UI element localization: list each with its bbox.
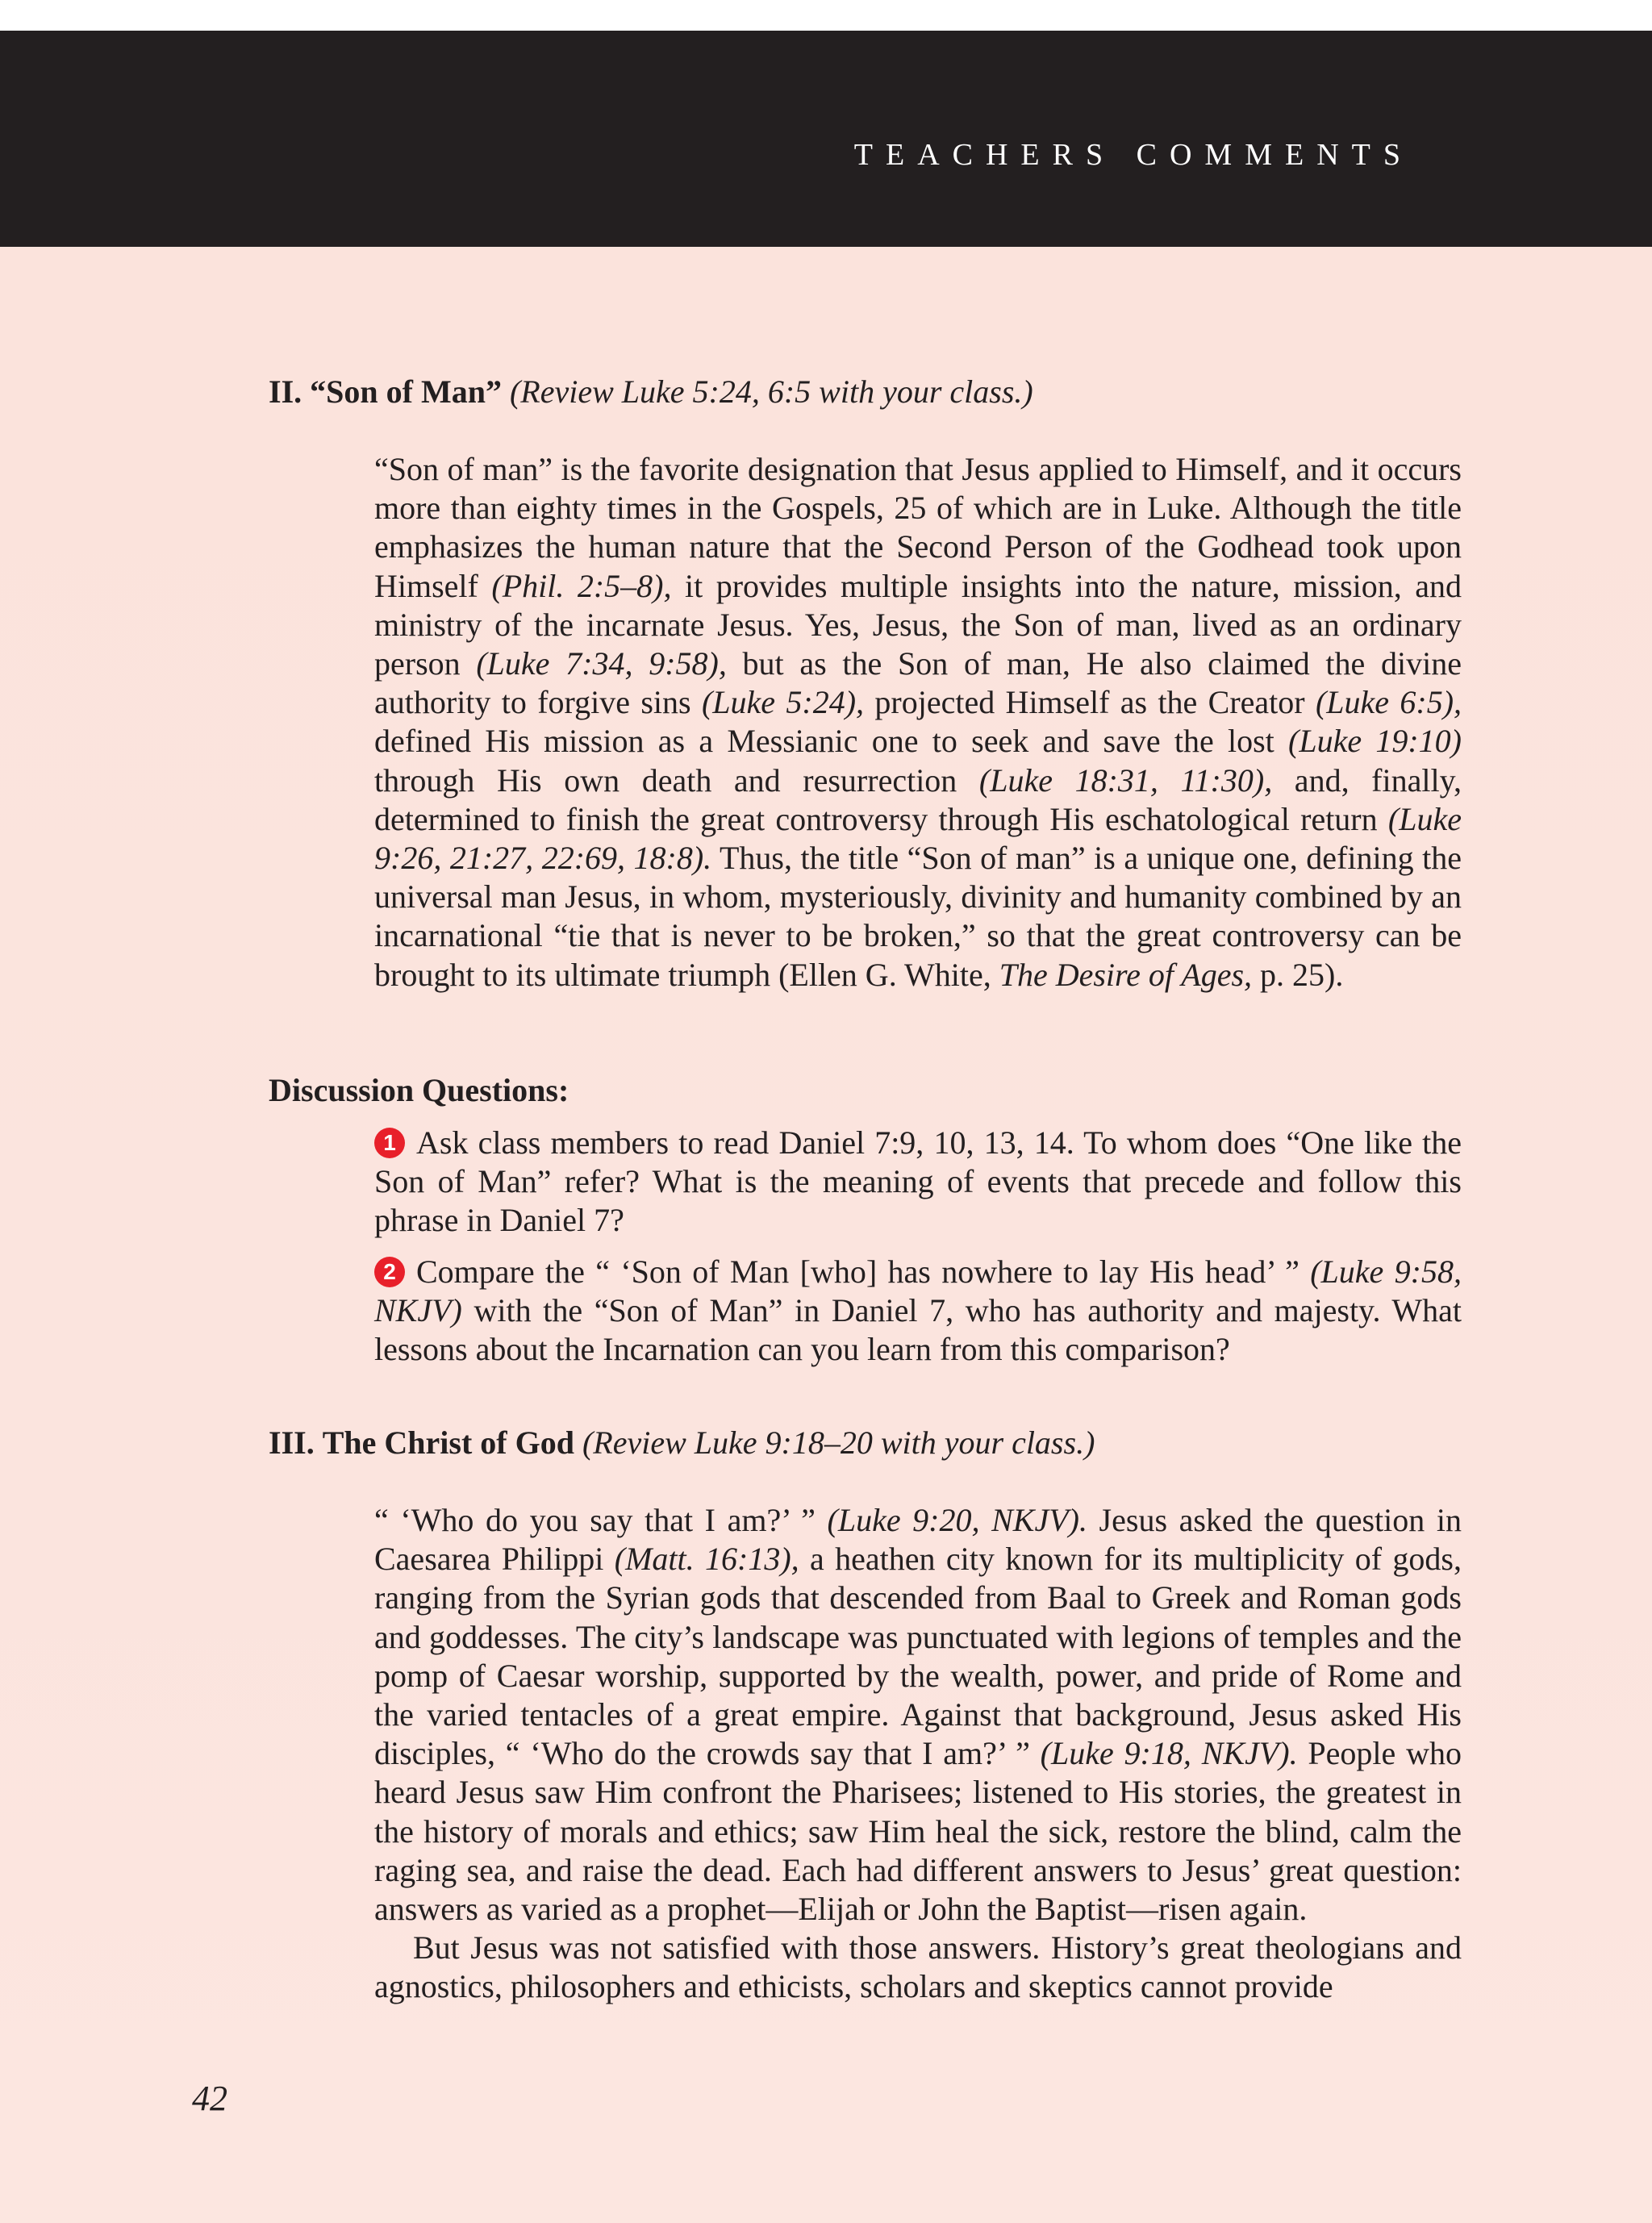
question-number-badge: 2 xyxy=(374,1257,405,1287)
text-run: People who heard Jesus saw Him confront the Pharisees; listened to His stories, the greatest in the history of morals and ethics; saw Him heal the sick, restore the blind, calm the raging sea, and raise the dead. Each had different answers to Jesus’ great question: answers as varied as a prophet—Elijah or John the Baptist—risen again. xyxy=(374,1735,1462,1928)
page-number: 42 xyxy=(192,2079,227,2118)
text-run: with the “Son of Man” in Daniel 7, who has authority and majesty. What lessons about the Incarnation can you learn from this comparison? xyxy=(374,1292,1462,1368)
text-run: Thus, the title “Son of man” is a unique one, defining the universal man Jesus, in whom, mysteriously, divinity and humanity combined by an incarnational “tie that is never to be broken,” so that the great controversy can be brought to its ultimate triumph (Ellen G. White, xyxy=(374,840,1462,993)
section-title: The Christ of God xyxy=(322,1424,574,1461)
citation-italic: (Luke 18:31, 11:30), xyxy=(978,761,1273,799)
text-run: it provides multiple insights into the nature, mission, and ministry of the incarnate Jesus. Yes, Jesus, the Son of man, lived as an ordinary person xyxy=(374,567,1462,682)
text-run: But Jesus was not satisfied with those answers. History’s great theologians and agnostics, philosophers and ethicists, scholars and skeptics cannot provide xyxy=(374,1929,1462,2005)
citation-italic: (Luke 9:20, NKJV). xyxy=(827,1502,1087,1538)
text-run: defined His mission as a Messianic one to seek and save the lost xyxy=(374,723,1289,760)
text-run: a heathen city known for its multiplicity of gods, ranging from the Syrian gods that descended from Baal to Greek and Roman gods and goddesses. The city’s landscape was punctuated with legions of temples and the pomp of Caesar worship, supported by the wealth, power, and pride of Rome and the varied tentacles of a great empire. Against that background, Jesus asked His disciples, “ ‘Who do the crowds say that I am?’ ” xyxy=(374,1541,1462,1772)
section-heading-son-of-man xyxy=(269,373,1033,411)
section-review-note: (Review Luke 5:24, 6:5 with your class.) xyxy=(509,373,1033,410)
paragraph-christ-of-god xyxy=(374,1501,1462,2007)
citation-italic: (Luke 19:10) xyxy=(1288,723,1462,760)
question-number-badge: 1 xyxy=(374,1128,405,1158)
text-run: projected Himself as the Creator xyxy=(864,684,1316,721)
question-text xyxy=(374,1253,1462,1367)
section-title: “Son of Man” xyxy=(310,373,502,410)
paragraph-part-2 xyxy=(374,1929,1462,2006)
section-number: III. xyxy=(269,1424,315,1461)
discussion-question-2 xyxy=(374,1253,1462,1370)
citation-italic: (Luke 9:18, NKJV). xyxy=(1040,1735,1298,1772)
discussion-questions-label: Discussion Questions: xyxy=(269,1072,569,1108)
section-review-note: (Review Luke 9:18–20 with your class.) xyxy=(582,1424,1095,1461)
citation-italic: The Desire of Ages, xyxy=(999,956,1253,993)
text-run: through His own death and resurrection xyxy=(374,761,979,799)
text-run: but as the Son of man, He also claimed the divine authority to forgive sins xyxy=(374,645,1462,721)
citation-italic: (Luke 9:26, 21:27, 22:69, 18:8). xyxy=(374,800,1462,877)
section-heading-christ-of-god xyxy=(269,1424,1095,1462)
citation-italic: (Luke 7:34, 9:58), xyxy=(476,645,727,682)
citation-italic: (Luke 6:5), xyxy=(1315,684,1462,721)
citation-italic: (Luke 5:24), xyxy=(701,684,865,721)
text-run: Ask class members to read Daniel 7:9, 10, 13, 14. To whom does “One like the Son of Man” refer? What is the meaning of events that precede and follow this phrase in Daniel 7? xyxy=(374,1124,1462,1239)
citation-italic: (Luke 9:58, NKJV) xyxy=(374,1253,1462,1329)
text-run: “Son of man” is the favorite designation that Jesus applied to Himself, and it occurs more than eighty times in the Gospels, 25 of which are in Luke. Although the title emphasizes the human nature that the Second Person of the Godhead took upon Himself xyxy=(374,451,1462,604)
citation-italic: (Phil. 2:5–8), xyxy=(491,567,672,604)
citation-italic: (Matt. 16:13), xyxy=(614,1541,799,1578)
running-header: TEACHERS COMMENTS xyxy=(853,138,1413,172)
paragraph-son-of-man xyxy=(374,450,1462,995)
text-run: Jesus asked the question in Caesarea Philippi xyxy=(374,1502,1462,1578)
text-run: Compare the “ ‘Son of Man [who] has nowhere to lay His head’ ” xyxy=(416,1253,1311,1290)
question-text xyxy=(374,1124,1462,1238)
text-run: p. 25). xyxy=(1252,956,1344,993)
text-run: “ ‘Who do you say that I am?’ ” xyxy=(374,1502,828,1538)
paragraph-part-1 xyxy=(374,1501,1462,1929)
text-run: and, finally, determined to finish the great controversy through His eschatological return xyxy=(374,761,1462,837)
discussion-question-1 xyxy=(374,1124,1462,1241)
section-number: II. xyxy=(269,373,302,410)
